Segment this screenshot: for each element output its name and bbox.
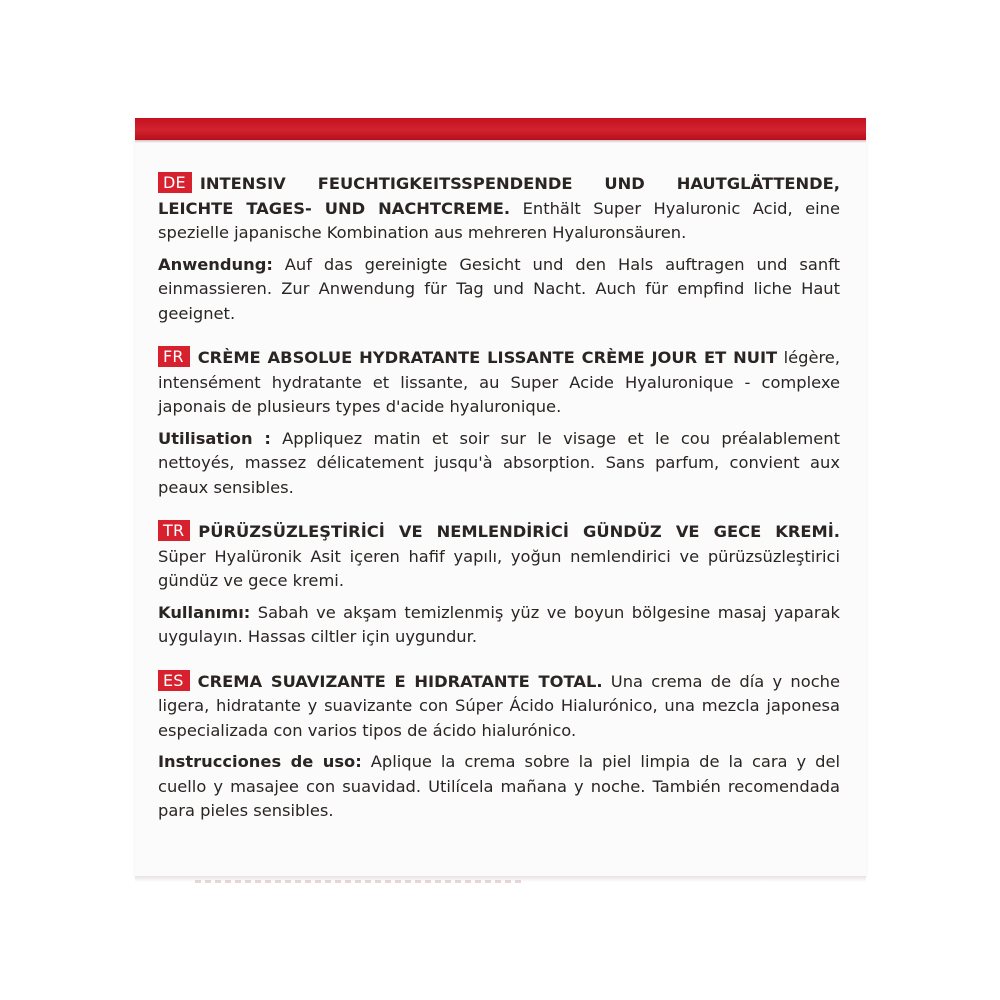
section-fr <box>158 346 840 500</box>
section-body: Süper Hyalüronik Asit içeren hafif yapılı, yoğun nemlendirici ve pürüzsüzleştirici gündüz ve gece kremi. <box>158 546 840 590</box>
section-title: INTENSIV FEUCHTIGKEITSSPENDENDE UND HAUTGLÄTTENDE, LEICHTE TAGES- UND NACHTCREME. <box>158 174 840 218</box>
usage-text: Appliquez matin et soir sur le visage et le cou préalablement nettoyés, massez délicatement jusqu'à absorption. Sans parfum, convient aux peaux sensibles. <box>158 428 840 497</box>
section-intro <box>158 520 840 594</box>
usage-text: Aplique la crema sobre la piel limpia de la cara y del cuello y masajee con suavidad. Utilícela mañana y noche. También recomendada para pieles sensibles. <box>158 752 840 820</box>
section-title: PÜRÜZSÜZLEŞTİRİCİ VE NEMLENDİRİCİ GÜNDÜZ VE GECE KREMİ. <box>198 522 840 541</box>
section-body: Una crema de día y noche ligera, hidratante y suavizante con Súper Ácido Hialurónico, una mezcla japonesa especializada con varios tipos de ácido hialurónico. <box>158 671 840 740</box>
usage-text: Sabah ve akşam temizlenmiş yüz ve boyun bölgesine masaj yaparak uygulayın. Hassas ciltler için uygundur. <box>158 602 840 646</box>
usage-label: Instrucciones de uso: <box>158 752 362 771</box>
section-usage <box>158 750 840 824</box>
language-tag-fr: FR <box>158 346 190 367</box>
section-body: légère, intensément hydratante et lissante, au Super Acide Hyaluronique - complexe japonais de plusieurs types d'acide hyaluronique. <box>158 348 840 416</box>
section-de <box>158 172 840 326</box>
section-intro <box>158 670 840 744</box>
red-band <box>135 118 866 140</box>
section-usage <box>158 253 840 327</box>
section-usage <box>158 427 840 501</box>
usage-label: Kullanımı: <box>158 602 251 622</box>
language-tag-es: ES <box>158 670 190 691</box>
language-tag-tr: TR <box>158 520 190 541</box>
section-tr <box>158 520 840 650</box>
language-tag-de: DE <box>158 172 192 193</box>
usage-text: Auf das gereinigte Gesicht und den Hals auftragen und sanft einmassieren. Zur Anwendung für Tag und Nacht. Auch für empfind liche Haut geeignet. <box>158 254 840 323</box>
section-usage <box>158 601 840 650</box>
section-title: CRÈME ABSOLUE HYDRATANTE LISSANTE CRÈME JOUR ET NUIT <box>197 348 778 367</box>
section-title: CREMA SUAVIZANTE E HIDRATANTE TOTAL. <box>197 671 603 691</box>
section-intro <box>158 172 840 246</box>
usage-label: Utilisation : <box>158 428 271 448</box>
bottom-print-marks <box>195 880 525 883</box>
text-content <box>158 172 840 824</box>
package-panel <box>135 118 866 876</box>
section-es <box>158 670 840 824</box>
usage-label: Anwendung: <box>158 254 273 274</box>
section-intro <box>158 346 840 420</box>
section-body: Enthält Super Hyaluronic Acid, eine spezielle japanische Kombination aus mehreren Hyaluronsäuren. <box>158 198 840 242</box>
